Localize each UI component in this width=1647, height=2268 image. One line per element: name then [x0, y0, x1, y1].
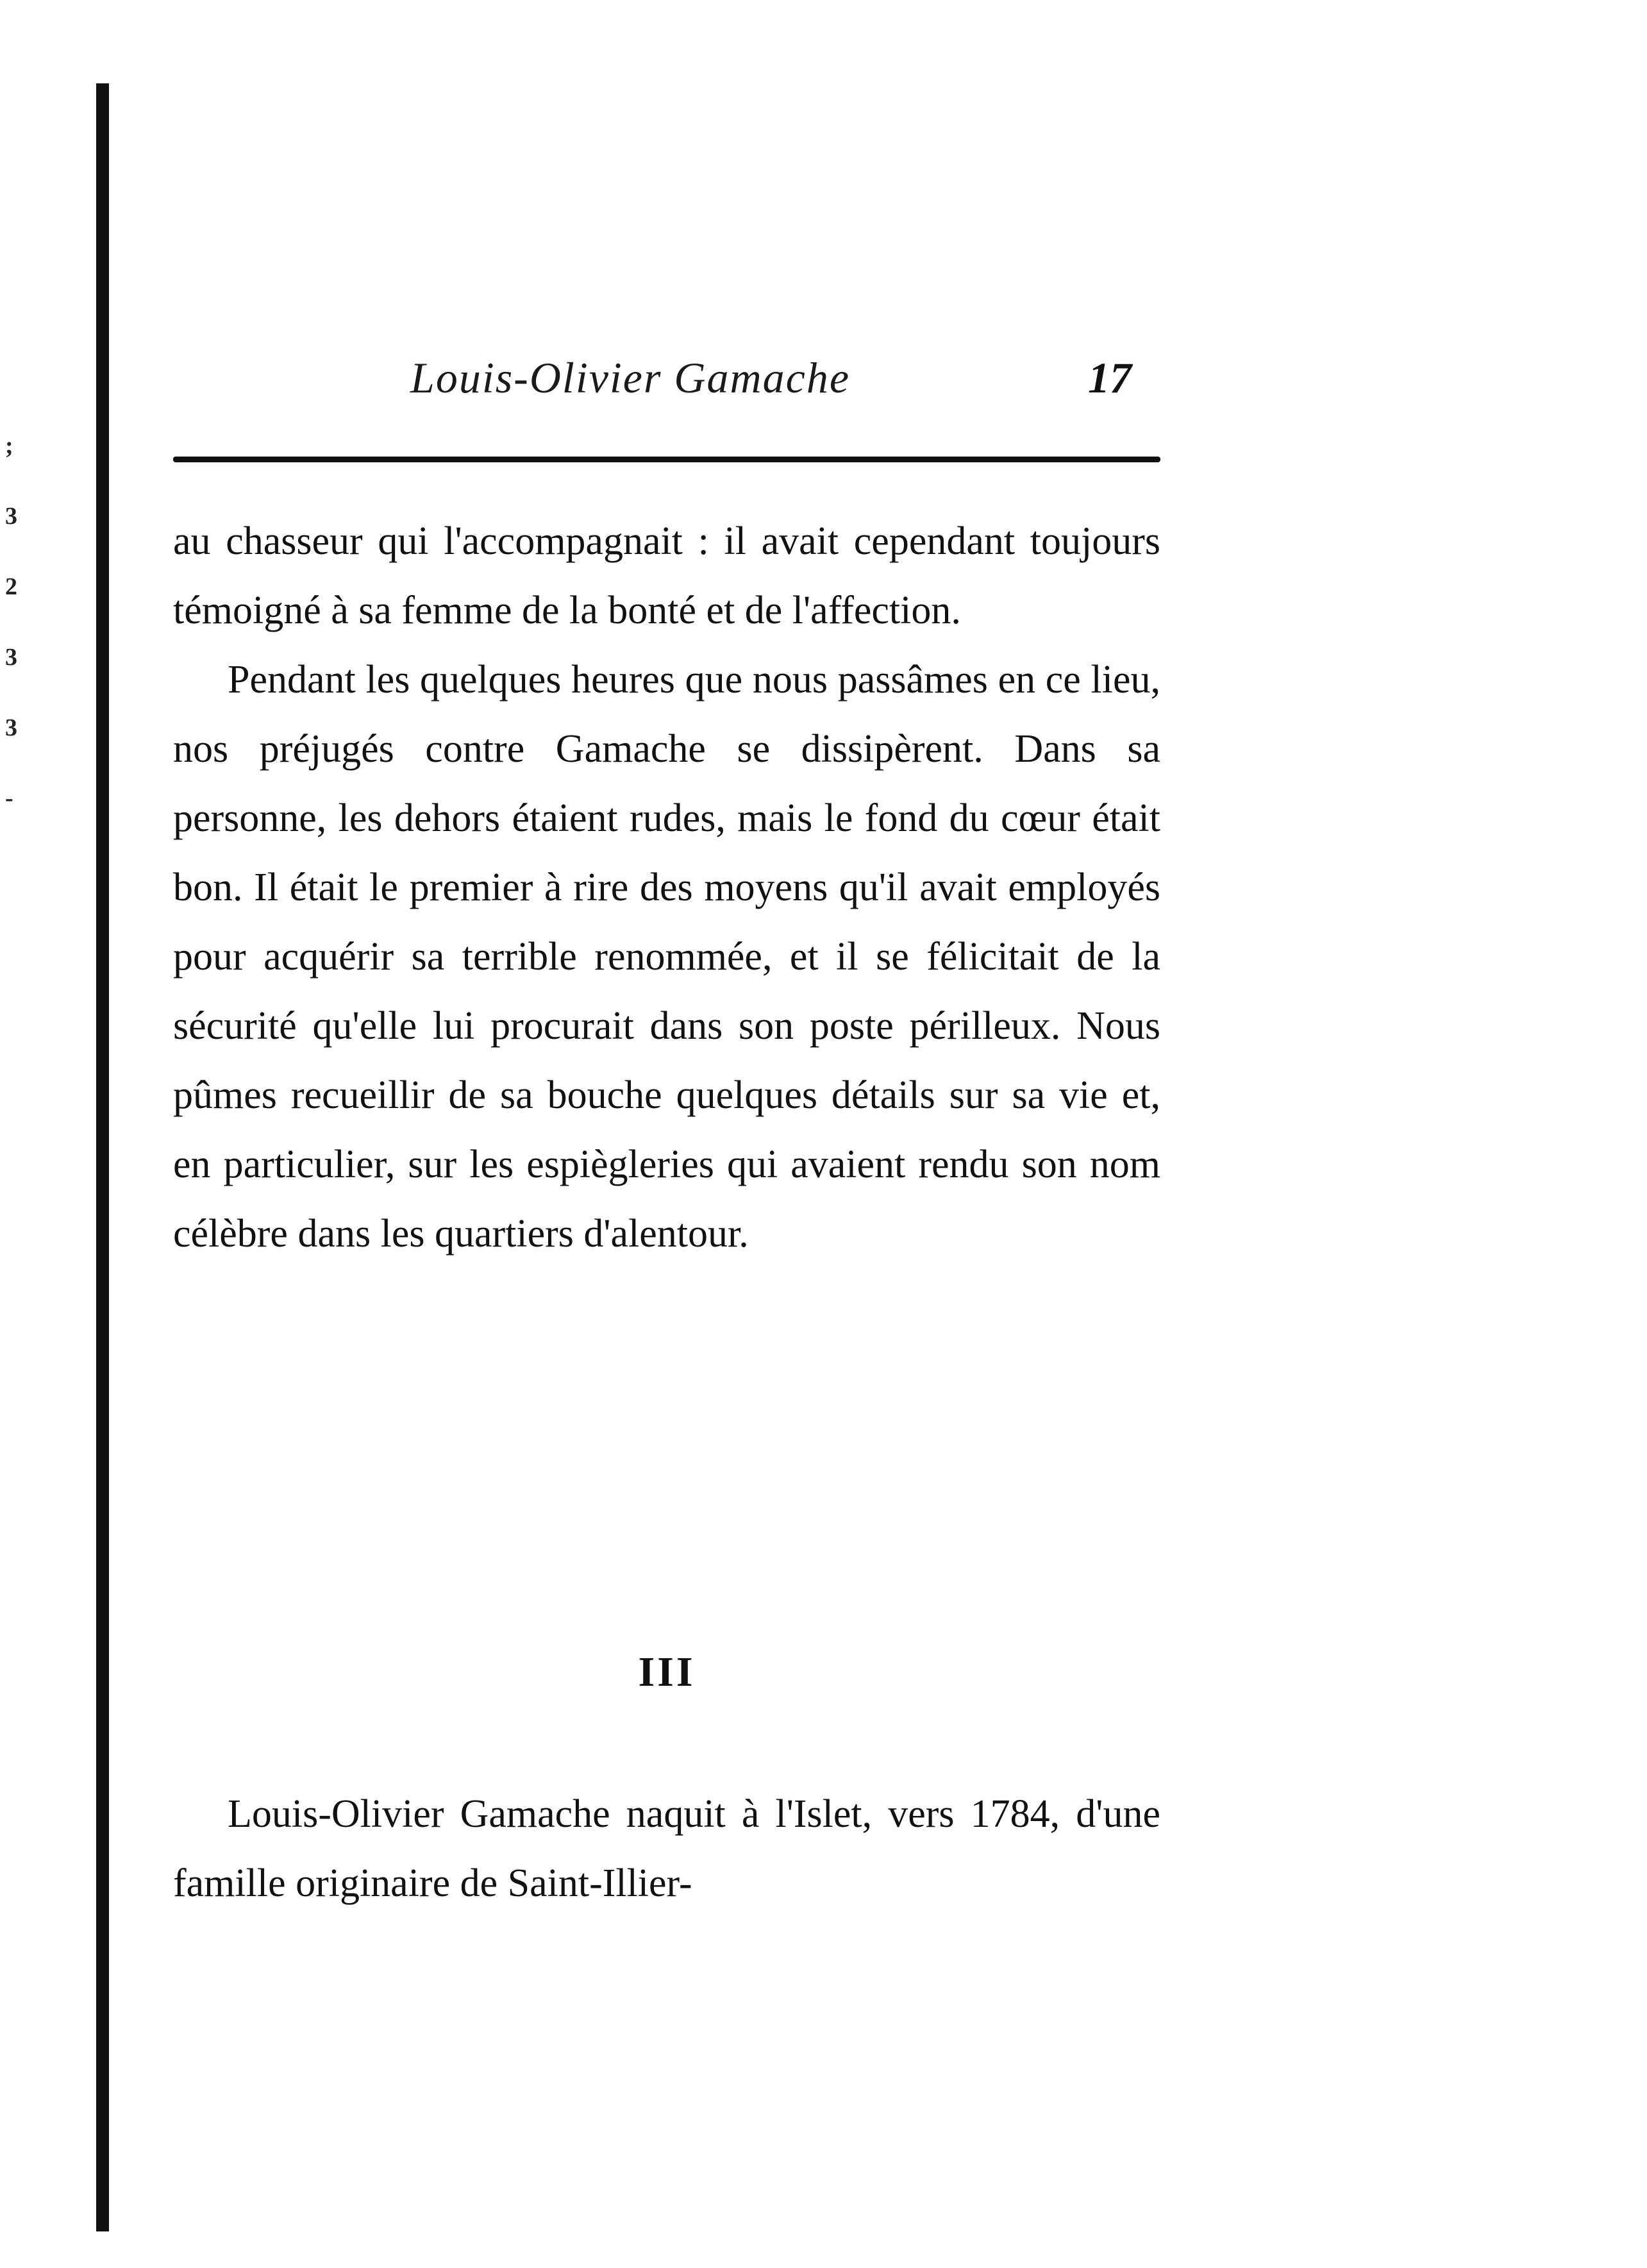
margin-mark: 3: [5, 644, 17, 671]
book-page: [173, 0, 1167, 2268]
page-number: 17: [1088, 353, 1132, 402]
paragraph: au chasseur qui l'accompagnait : il avait cependant toujours témoigné à sa femme de la bonté et de l'affection.: [173, 519, 1160, 632]
margin-marks: [0, 410, 58, 923]
section-number: III: [638, 1649, 696, 1695]
running-title: Louis-Olivier Gamache: [410, 353, 851, 402]
margin-mark: ;: [5, 432, 13, 459]
binding-edge: [96, 83, 109, 2231]
margin-mark: 3: [5, 714, 17, 741]
running-head: [173, 353, 1167, 417]
section-paragraph: Louis-Olivier Gamache naquit à l'Islet, vers 1784, d'une famille originaire de Saint-Illier-: [173, 1792, 1160, 1905]
body-text: [173, 507, 1160, 1268]
paragraph: Pendant les quelques heures que nous passâmes en ce lieu, nos préjugés contre Gamache se dissipèrent. Dans sa personne, les dehors étaient rudes, mais le fond du cœur était bon. Il était le premier à rire des moyens qu'il avait employés pour acquérir sa terrible renommée, et il se félicitait de la sécurité qu'elle lui procurait dans son poste périlleux. Nous pûmes recueillir de sa bouche quelques détails sur sa vie et, en particulier, sur les espiègleries qui avaient rendu son nom célèbre dans les quartiers d'alentour.: [173, 658, 1160, 1256]
margin-mark: -: [5, 785, 13, 812]
margin-mark: 2: [5, 573, 17, 600]
header-rule: [173, 457, 1160, 462]
margin-mark: 3: [5, 503, 17, 530]
